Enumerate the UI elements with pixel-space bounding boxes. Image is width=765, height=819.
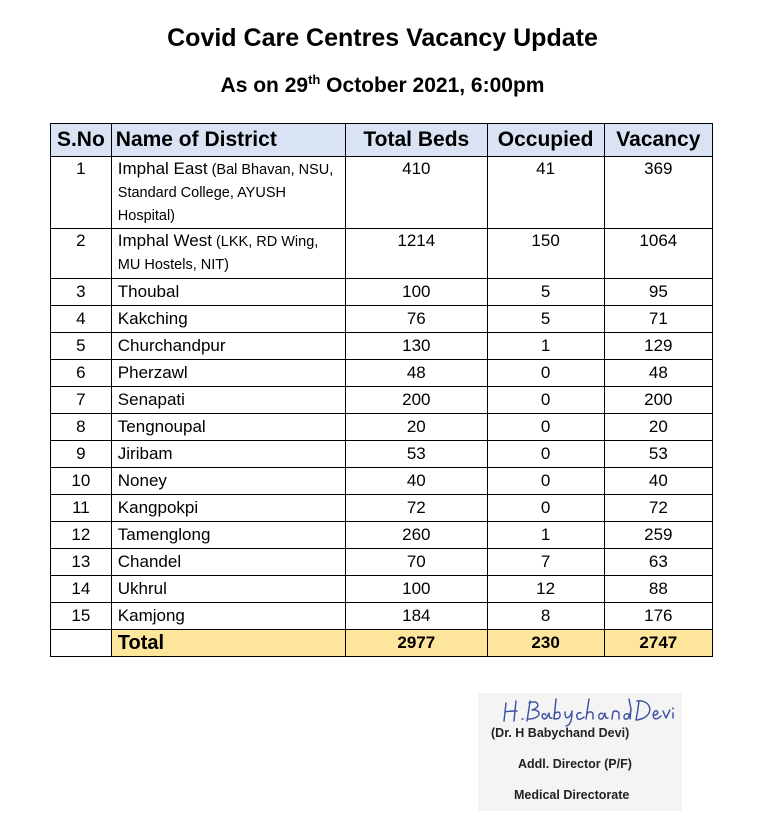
row-district: Thoubal <box>111 279 345 306</box>
table-row <box>51 306 713 333</box>
row-total-beds: 76 <box>346 306 487 333</box>
row-occupied: 41 <box>487 157 604 229</box>
table-row <box>51 549 713 576</box>
row-total-beds: 72 <box>346 495 487 522</box>
row-sno: 8 <box>51 414 112 441</box>
row-district: Kamjong <box>111 603 345 630</box>
row-sno: 2 <box>51 229 112 279</box>
row-occupied: 150 <box>487 229 604 279</box>
district-name: Imphal West <box>117 231 212 250</box>
signatory-name: (Dr. H Babychand Devi) <box>491 726 630 740</box>
subtitle-date-suffix: October 2021, 6:00pm <box>320 74 545 97</box>
row-occupied: 8 <box>487 603 604 630</box>
row-vacancy: 48 <box>604 360 712 387</box>
row-total-beds: 70 <box>346 549 487 576</box>
row-total-beds: 20 <box>346 414 487 441</box>
table-row <box>51 576 713 603</box>
subtitle-date-prefix: As on 29 <box>220 74 309 97</box>
row-sno: 10 <box>51 468 112 495</box>
district-centres: (Bal Bhavan, NSU, Standard College, AYUSH Hospital) <box>117 162 334 224</box>
row-sno: 13 <box>51 549 112 576</box>
total-vacancy-sum: 2747 <box>604 630 712 657</box>
column-header-total-beds: Total Beds <box>346 124 487 157</box>
row-occupied: 0 <box>487 360 604 387</box>
table-row <box>51 360 713 387</box>
row-total-beds: 1214 <box>346 229 487 279</box>
row-total-beds: 48 <box>346 360 487 387</box>
row-district: Kangpokpi <box>111 495 345 522</box>
signatory-designation: Addl. Director (P/F) <box>518 757 632 771</box>
row-vacancy: 1064 <box>604 229 712 279</box>
row-occupied: 0 <box>487 441 604 468</box>
signatory-department: Medical Directorate <box>514 788 630 802</box>
row-sno: 14 <box>51 576 112 603</box>
row-total-beds: 200 <box>346 387 487 414</box>
row-total-beds: 410 <box>346 157 487 229</box>
row-district: Jiribam <box>111 441 345 468</box>
row-district: Churchandpur <box>111 333 345 360</box>
column-header-vacancy: Vacancy <box>604 124 712 157</box>
row-vacancy: 129 <box>604 333 712 360</box>
row-district: Pherzawl <box>111 360 345 387</box>
table-row <box>51 522 713 549</box>
row-vacancy: 176 <box>604 603 712 630</box>
row-total-beds: 260 <box>346 522 487 549</box>
table-row <box>51 387 713 414</box>
table-row <box>51 279 713 306</box>
row-sno: 1 <box>51 157 112 229</box>
row-sno: 4 <box>51 306 112 333</box>
table-row <box>51 603 713 630</box>
row-sno: 7 <box>51 387 112 414</box>
row-vacancy: 63 <box>604 549 712 576</box>
table-row <box>51 333 713 360</box>
handwritten-signature <box>496 695 676 727</box>
row-sno: 5 <box>51 333 112 360</box>
column-header-occupied: Occupied <box>487 124 604 157</box>
row-sno: 15 <box>51 603 112 630</box>
row-occupied: 7 <box>487 549 604 576</box>
row-sno: 3 <box>51 279 112 306</box>
row-sno: 6 <box>51 360 112 387</box>
row-occupied: 0 <box>487 387 604 414</box>
row-vacancy: 88 <box>604 576 712 603</box>
row-total-beds: 100 <box>346 576 487 603</box>
row-district <box>111 157 345 229</box>
row-sno: 9 <box>51 441 112 468</box>
total-sno <box>51 630 112 657</box>
table-row <box>51 414 713 441</box>
row-vacancy: 72 <box>604 495 712 522</box>
row-total-beds: 130 <box>346 333 487 360</box>
table-row <box>51 441 713 468</box>
page-subtitle <box>0 74 765 98</box>
row-district: Senapati <box>111 387 345 414</box>
row-occupied: 5 <box>487 306 604 333</box>
total-label: Total <box>111 630 345 657</box>
row-occupied: 0 <box>487 414 604 441</box>
row-occupied: 0 <box>487 495 604 522</box>
row-vacancy: 40 <box>604 468 712 495</box>
row-total-beds: 184 <box>346 603 487 630</box>
row-total-beds: 100 <box>346 279 487 306</box>
row-sno: 11 <box>51 495 112 522</box>
row-district: Noney <box>111 468 345 495</box>
row-district: Tamenglong <box>111 522 345 549</box>
table-row <box>51 229 713 279</box>
row-vacancy: 369 <box>604 157 712 229</box>
row-vacancy: 259 <box>604 522 712 549</box>
row-total-beds: 53 <box>346 441 487 468</box>
row-vacancy: 71 <box>604 306 712 333</box>
column-header-sno: S.No <box>51 124 112 157</box>
vacancy-table <box>50 123 713 657</box>
row-district: Chandel <box>111 549 345 576</box>
row-occupied: 1 <box>487 522 604 549</box>
row-vacancy: 20 <box>604 414 712 441</box>
table-row <box>51 495 713 522</box>
row-district: Tengnoupal <box>111 414 345 441</box>
row-occupied: 12 <box>487 576 604 603</box>
row-district: Ukhrul <box>111 576 345 603</box>
row-occupied: 5 <box>487 279 604 306</box>
row-total-beds: 40 <box>346 468 487 495</box>
table-total-row <box>51 630 713 657</box>
row-vacancy: 200 <box>604 387 712 414</box>
table-row <box>51 157 713 229</box>
row-occupied: 1 <box>487 333 604 360</box>
total-beds-sum: 2977 <box>346 630 487 657</box>
signature-block <box>478 693 682 811</box>
row-occupied: 0 <box>487 468 604 495</box>
row-vacancy: 95 <box>604 279 712 306</box>
row-district <box>111 229 345 279</box>
row-district: Kakching <box>111 306 345 333</box>
district-centres: (LKK, RD Wing, MU Hostels, NIT) <box>117 234 319 273</box>
subtitle-date-ordinal: th <box>308 72 321 87</box>
row-sno: 12 <box>51 522 112 549</box>
table-row <box>51 468 713 495</box>
district-name: Imphal East <box>117 159 208 178</box>
row-vacancy: 53 <box>604 441 712 468</box>
column-header-district: Name of District <box>111 124 345 157</box>
table-header-row <box>51 124 713 157</box>
total-occupied-sum: 230 <box>487 630 604 657</box>
page-title: Covid Care Centres Vacancy Update <box>167 24 598 52</box>
